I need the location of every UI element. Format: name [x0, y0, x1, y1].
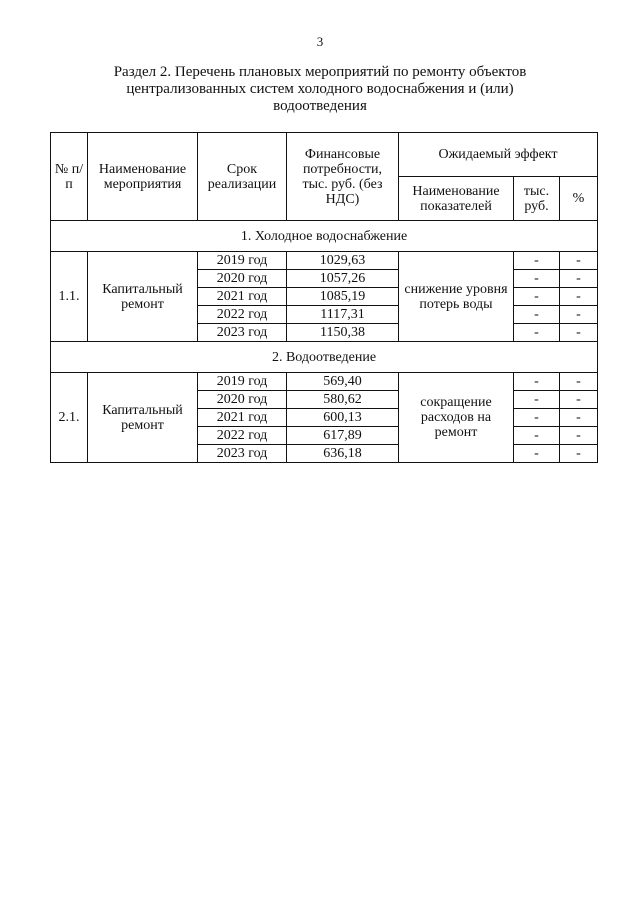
- thousand-rub-cell: -: [514, 445, 560, 463]
- thousand-rub-cell: -: [514, 270, 560, 288]
- section-title-line-3: водоотведения: [273, 98, 367, 114]
- item-number: 2.1.: [51, 373, 88, 463]
- expected-effect: снижение уровня потерь воды: [399, 252, 514, 342]
- thousand-rub-cell: -: [514, 306, 560, 324]
- header-term: Срок реализации: [198, 133, 287, 221]
- percent-cell: -: [560, 288, 598, 306]
- amount-cell: 1150,38: [287, 324, 399, 342]
- expected-effect: сокращение расходов на ремонт: [399, 373, 514, 463]
- year-cell: 2020 год: [198, 391, 287, 409]
- section-title-line-2: централизованных систем холодного водоснабжения и (или): [126, 81, 514, 97]
- measure-name: Капитальный ремонт: [88, 252, 198, 342]
- year-cell: 2023 год: [198, 445, 287, 463]
- amount-cell: 580,62: [287, 391, 399, 409]
- percent-cell: -: [560, 270, 598, 288]
- table-body: [51, 221, 598, 463]
- percent-cell: -: [560, 252, 598, 270]
- thousand-rub-cell: -: [514, 373, 560, 391]
- table-row: [51, 373, 598, 391]
- header-indicator-name: Наименование показателей: [399, 177, 514, 221]
- thousand-rub-cell: -: [514, 391, 560, 409]
- year-cell: 2019 год: [198, 373, 287, 391]
- percent-cell: -: [560, 324, 598, 342]
- amount-cell: 636,18: [287, 445, 399, 463]
- section-header: 1. Холодное водоснабжение: [51, 221, 598, 252]
- percent-cell: -: [560, 373, 598, 391]
- thousand-rub-cell: -: [514, 252, 560, 270]
- thousand-rub-cell: -: [514, 409, 560, 427]
- amount-cell: 1117,31: [287, 306, 399, 324]
- amount-cell: 1029,63: [287, 252, 399, 270]
- header-number: № п/п: [51, 133, 88, 221]
- table-row: [51, 252, 598, 270]
- section-title-line-1: Раздел 2. Перечень плановых мероприятий по ремонту объектов: [113, 64, 527, 80]
- header-percent: %: [560, 177, 598, 221]
- section-header-row: [51, 221, 598, 252]
- section-header: 2. Водоотведение: [51, 342, 598, 373]
- percent-cell: -: [560, 445, 598, 463]
- thousand-rub-cell: -: [514, 324, 560, 342]
- year-cell: 2022 год: [198, 427, 287, 445]
- page-number: 3: [316, 34, 324, 49]
- header-finance: Финансовые потребности, тыс. руб. (без НДС): [287, 133, 399, 221]
- header-measure-name: Наименование мероприятия: [88, 133, 198, 221]
- item-number: 1.1.: [51, 252, 88, 342]
- year-cell: 2022 год: [198, 306, 287, 324]
- year-cell: 2023 год: [198, 324, 287, 342]
- measures-table: [50, 132, 598, 463]
- amount-cell: 600,13: [287, 409, 399, 427]
- year-cell: 2019 год: [198, 252, 287, 270]
- measure-name: Капитальный ремонт: [88, 373, 198, 463]
- percent-cell: -: [560, 306, 598, 324]
- amount-cell: 1057,26: [287, 270, 399, 288]
- section-header-row: [51, 342, 598, 373]
- section-title: [60, 64, 580, 115]
- header-expected-effect: Ожидаемый эффект: [399, 133, 598, 177]
- thousand-rub-cell: -: [514, 288, 560, 306]
- percent-cell: -: [560, 391, 598, 409]
- amount-cell: 617,89: [287, 427, 399, 445]
- header-thousand-rub: тыс. руб.: [514, 177, 560, 221]
- amount-cell: 1085,19: [287, 288, 399, 306]
- thousand-rub-cell: -: [514, 427, 560, 445]
- year-cell: 2021 год: [198, 288, 287, 306]
- percent-cell: -: [560, 427, 598, 445]
- amount-cell: 569,40: [287, 373, 399, 391]
- year-cell: 2021 год: [198, 409, 287, 427]
- percent-cell: -: [560, 409, 598, 427]
- year-cell: 2020 год: [198, 270, 287, 288]
